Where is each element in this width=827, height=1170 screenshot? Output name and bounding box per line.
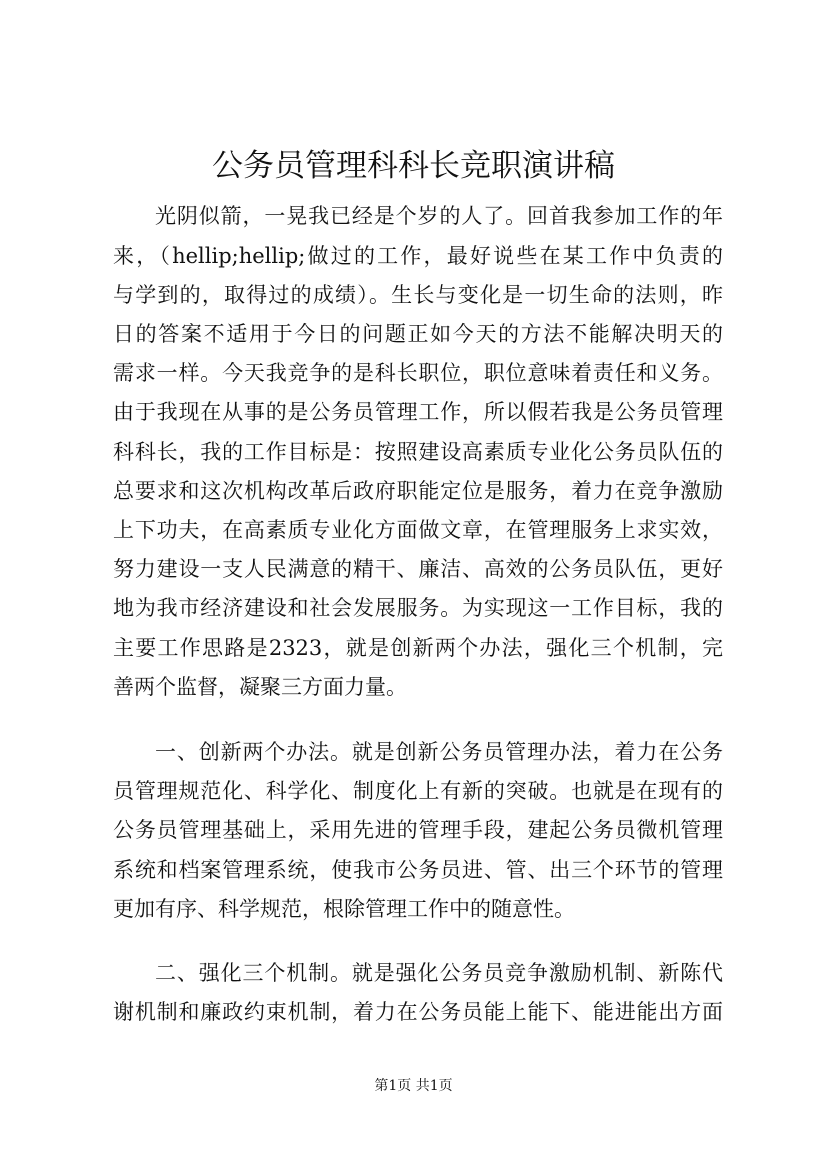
paragraph-1-line-10: 努力建设一支人民满意的精干、廉洁、高效的公务员队伍，更好 — [113, 557, 723, 581]
paragraph-1-line-11: 地为我市经济建设和社会发展服务。为实现这一工作目标，我的 — [113, 596, 723, 620]
paragraph-1-line-8: 总要求和这次机构改革后政府职能定位是服务，着力在竞争激励 — [113, 479, 723, 503]
paragraph-1-line-1: 光阴似箭，一晃我已经是个岁的人了。回首我参加工作的年 — [155, 204, 723, 228]
paragraph-1-line-3: 与学到的，取得过的成绩）。生长与变化是一切生命的法则，昨 — [113, 283, 723, 307]
paragraph-2-line-5: 更加有序、科学规范，根除管理工作中的随意性。 — [113, 897, 575, 921]
paragraph-2-line-2: 员管理规范化、科学化、制度化上有新的突破。也就是在现有的 — [113, 779, 723, 803]
paragraph-3-line-1: 二、强化三个机制。就是强化公务员竞争激励机制、新陈代 — [155, 961, 723, 985]
paragraph-2-line-1: 一、创新两个办法。就是创新公务员管理办法，着力在公务 — [155, 740, 723, 764]
paragraph-1-line-12: 主要工作思路是2323，就是创新两个办法，强化三个机制，完 — [113, 636, 723, 660]
paragraph-3-line-2: 谢机制和廉政约束机制，着力在公务员能上能下、能进能出方面 — [113, 1000, 723, 1024]
paragraph-1-line-6: 由于我现在从事的是公务员管理工作，所以假若我是公务员管理 — [113, 400, 723, 424]
paragraph-1-line-5: 需求一样。今天我竞争的是科长职位，职位意味着责任和义务。 — [113, 361, 723, 385]
paragraph-1-line-4: 日的答案不适用于今日的问题正如今天的方法不能解决明天的 — [113, 322, 723, 346]
page-footer: 第1页 共1页 — [374, 1078, 453, 1094]
paragraph-1-line-2: 来，（hellip;hellip;做过的工作，最好说些在某工作中负责的 — [113, 244, 723, 268]
paragraph-2-line-3: 公务员管理基础上，采用先进的管理手段，建起公务员微机管理 — [113, 818, 723, 842]
paragraph-1-line-7: 科科长，我的工作目标是：按照建设高素质专业化公务员队伍的 — [113, 440, 723, 464]
page-title: 公务员管理科科长竞职演讲稿 — [212, 148, 615, 184]
paragraph-1-line-13: 善两个监督，凝聚三方面力量。 — [113, 675, 407, 699]
paragraph-2-line-4: 系统和档案管理系统，使我市公务员进、管、出三个环节的管理 — [113, 858, 723, 882]
paragraph-1-line-9: 上下功夫，在高素质专业化方面做文章，在管理服务上求实效， — [113, 518, 723, 542]
